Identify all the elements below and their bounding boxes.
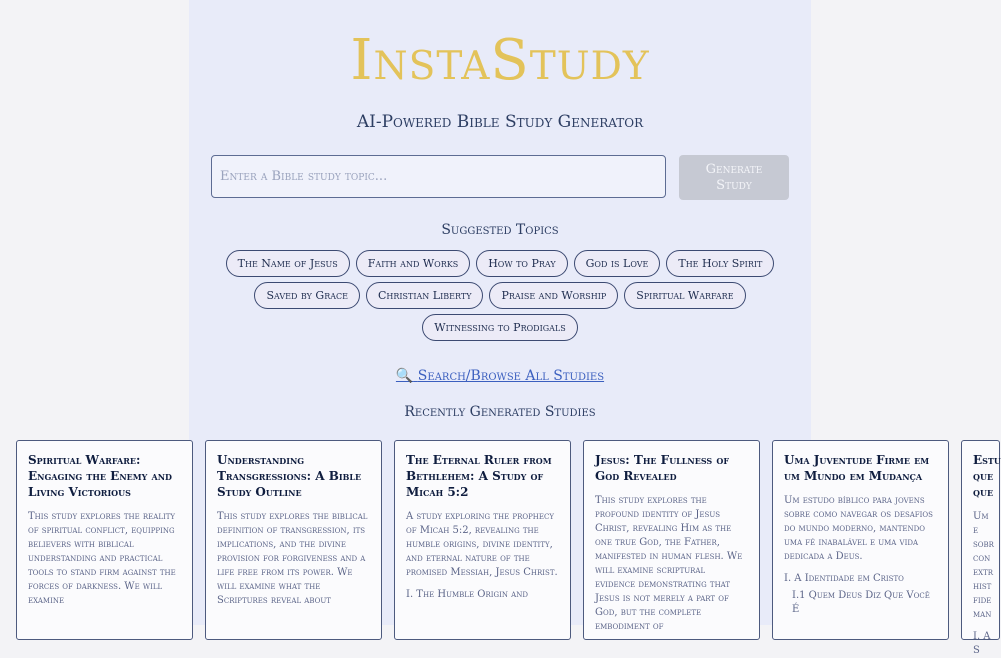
outline-item: I. A S — [973, 631, 991, 656]
topic-input[interactable] — [211, 155, 666, 198]
app-logo[interactable]: InstaStudy — [350, 28, 650, 93]
search-browse-link[interactable] — [189, 368, 811, 384]
topic-chip-row — [189, 314, 811, 341]
study-card[interactable] — [583, 440, 760, 640]
study-card-title: Spiritual Warfare: Engaging the Enemy and Living Victorious — [28, 453, 172, 499]
topic-chip[interactable]: How to Pray — [476, 250, 567, 277]
magnifier-icon: 🔍 — [395, 368, 414, 384]
study-card-description: This study explores the biblical definition of transgression, its implications, and the divine provision for forgiveness and a life free from its power. We will examine what the Scriptures reveal about — [217, 511, 368, 606]
study-card-outline — [784, 572, 937, 617]
study-card-description: Um e sobr con extr hist fide man — [973, 511, 994, 620]
topic-chip-row — [189, 250, 811, 277]
generate-study-button[interactable]: Generate Study — [679, 155, 789, 200]
topic-chip[interactable]: Saved by Grace — [254, 282, 360, 309]
study-card[interactable] — [961, 440, 1001, 656]
topic-chip[interactable]: Praise and Worship — [489, 282, 618, 309]
study-card-outline — [973, 630, 995, 658]
topic-chip[interactable]: God is Love — [574, 250, 661, 277]
app-subtitle: AI-Powered Bible Study Generator — [356, 112, 644, 132]
outline-subitem: I.1 Quem Deus Diz Que Você É — [792, 590, 930, 615]
topic-chip[interactable]: Christian Liberty — [366, 282, 484, 309]
study-card-title: Jesus: The Fullness of God Revealed — [595, 453, 730, 483]
search-browse-label: Search/Browse All Studies — [417, 368, 605, 384]
topic-chip-row — [189, 282, 811, 309]
topic-chip[interactable]: The Holy Spirit — [666, 250, 774, 277]
study-card[interactable] — [205, 440, 382, 640]
study-card[interactable] — [772, 440, 949, 640]
outline-item: I. The Humble Origin and — [406, 589, 528, 600]
study-card[interactable] — [16, 440, 193, 640]
study-card-title: Estu que que — [973, 453, 1001, 499]
study-card-description: A study exploring the prophecy of Micah 5:2, revealing the humble origins, divine identity, and eternal nature of the promised Messiah, Jesus Christ. — [406, 511, 558, 578]
study-card-description: Um estudo bíblico para jovens sobre como navegar os desafios do mundo moderno, mantendo uma fé inabalável e uma vida dedicada a Deus. — [784, 495, 933, 562]
study-card-description: This study explores the profound identity of Jesus Christ, revealing Him as the one true God, the Father, manifested in human flesh. We will examine scriptural evidence demonstrating that Jesus is not merely a part of God, but the complete embodiment of — [595, 495, 743, 632]
study-card-title: The Eternal Ruler from Bethlehem: A Study of Micah 5:2 — [406, 453, 552, 499]
outline-item: I. A Identidade em Cristo — [784, 573, 904, 584]
study-card-description: This study explores the reality of spiritual conflict, equipping believers with biblical understanding and practical tools to stand firm against the forces of darkness. We will examine — [28, 511, 176, 606]
topic-chip[interactable]: Faith and Works — [356, 250, 470, 277]
recent-studies-heading: Recently Generated Studies — [404, 404, 596, 420]
study-card[interactable] — [394, 440, 571, 640]
study-card-title: Uma Juventude Firme em um Mundo em Mudança — [784, 453, 930, 483]
suggested-topics-heading: Suggested Topics — [441, 222, 559, 238]
study-card-title: Understanding Transgressions: A Bible Study Outline — [217, 453, 362, 499]
study-card-outline — [406, 588, 559, 602]
topic-chip[interactable]: Spiritual Warfare — [624, 282, 745, 309]
topic-chip[interactable]: Witnessing to Prodigals — [422, 314, 577, 341]
topic-chip[interactable]: The Name of Jesus — [226, 250, 350, 277]
